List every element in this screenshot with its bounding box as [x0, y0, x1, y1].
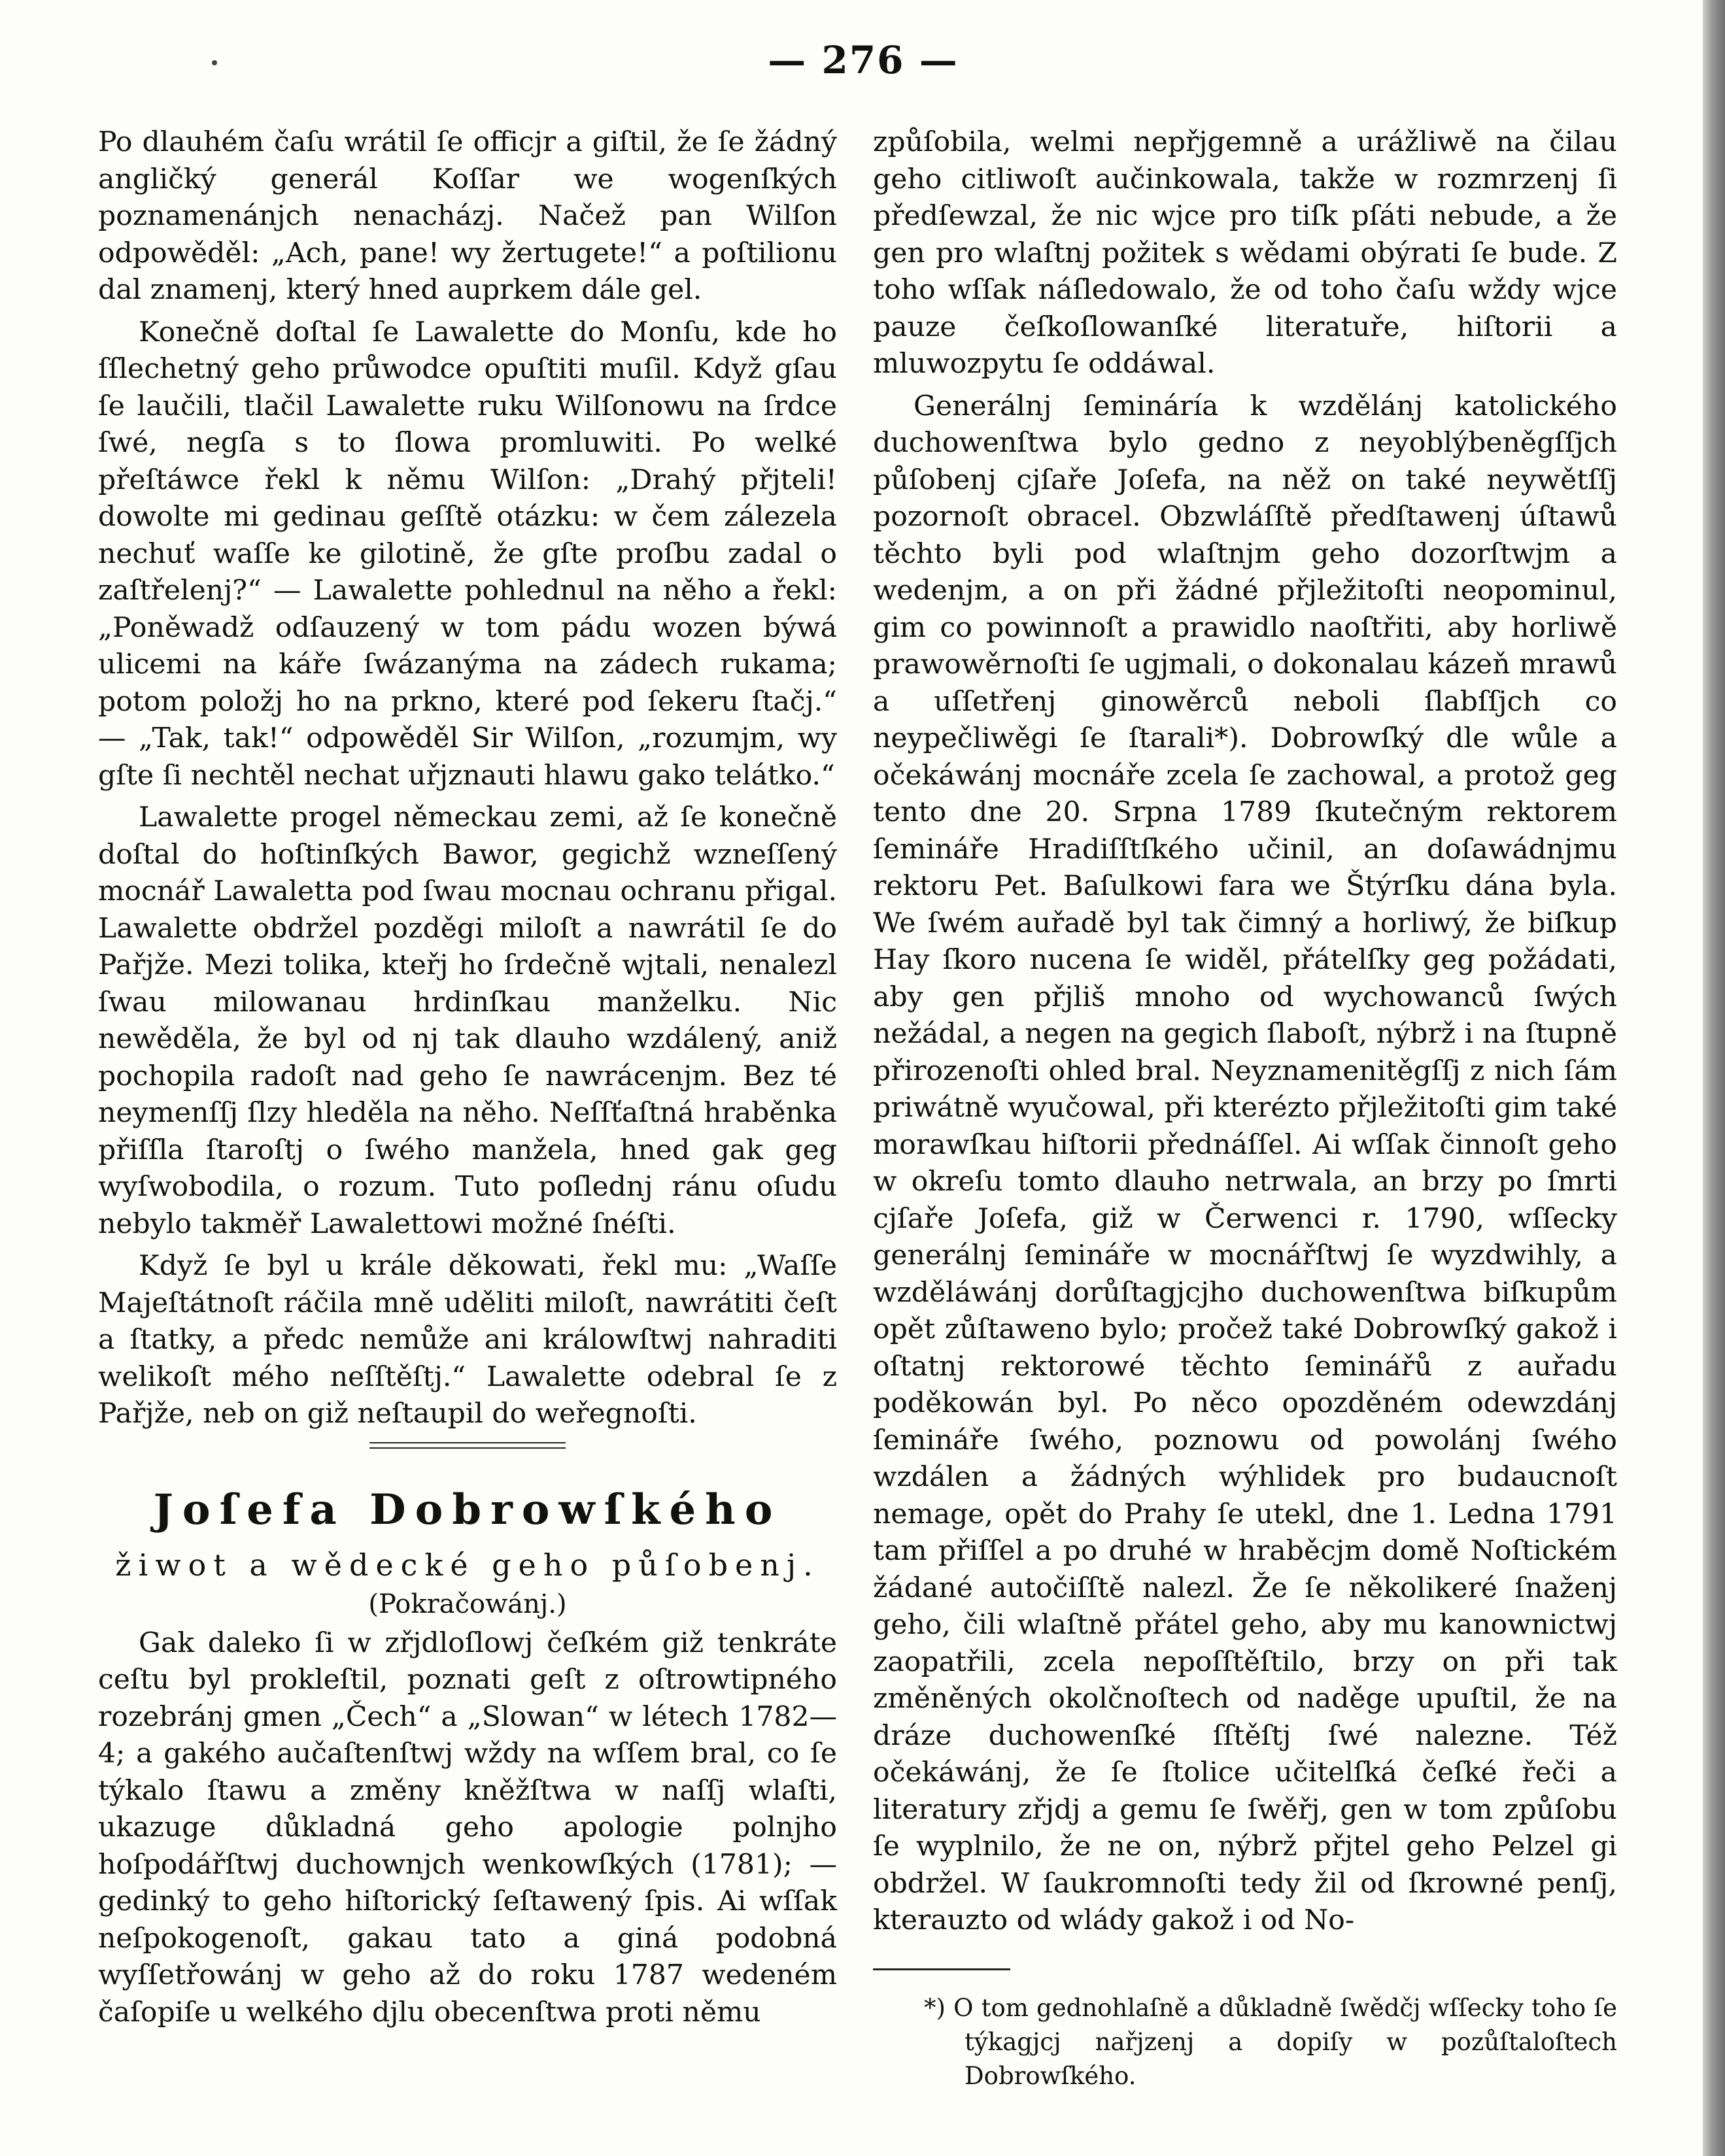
paragraph: Lawalette progel německau zemi, až ſe konečně doſtal do hoſtinſkých Bawor, gegichž wzneſſený mocnář Lawaletta pod ſwau mocnau ochranu přigal. Lawalette obdržel pozděgi miloſt a nawrátil ſe do Pařjže. Mezi tolika, kteřj ho ſrdečně wjtali, nenalezl ſwau milowanau hrdinſkau manželku. Nic newěděla, že byl od nj tak dlauho wzdálený, aniž pochopila radoſt nad geho ſe nawrácenjm. Bez té neymenſſj ſlzy hleděla na něho. Neſſťaſtná hraběnka přiſſla ſtaroſtj o ſwého manžela, hned gak geg wyſwobodila, o rozum. Tuto poſlednj ránu oſudu nebylo takměř Lawalettowi možné ſnéſti.	[98, 801, 837, 1240]
right-column	[873, 124, 1617, 2093]
ink-speck	[212, 60, 217, 65]
paragraph: způſobila, welmi nepřjgemně a urážliwě na čilau geho citliwoſt aučinkowala, takže w rozmrzenj ſi předſewzal, že nic wjce pro tiſk pſáti nebude, a že gen pro wlaſtnj požitek s wědami obýrati ſe bude. Z toho wſſak náſledowalo, že od toho čaſu wždy wjce pauze čeſkoſlowanſké literatuře, hiſtorii a mluwozpytu ſe oddáwal.	[873, 126, 1617, 380]
paragraph: Generálnj ſemináría k wzdělánj katolického duchowenſtwa bylo gedno z neyoblýbeněgſſjch půſobenj cjſaře Joſefa, na něž on také neywětſſj pozornoſt obracel. Obzwláſſtě předſtawenj úſtawů těchto byli pod wlaſtnjm geho dozorſtwjm a wedenjm, a on při žádné přjležitoſti neopominul, gim co powinnoſt a prawidlo naoſtřiti, aby horliwě prawowěrnoſti ſe ugjmali, o dokonalau kázeň mrawů a uſſetřenj ginowěrců neboli ſlabſſjch co neypečliwěgi ſe ſtarali*). Dobrowſký dle wůle a očekáwánj mocnáře zcela ſe zachowal, a protož geg tento dne 20. Srpna 1789 ſkutečným rektorem ſemináře Hradiſſtſkého učinil, an doſawádnjmu rektoru Pet. Baſulkowi fara we Štýrſku dána byla. We ſwém auřadě byl tak čimný a horliwý, že biſkup Hay ſkoro nucena ſe widěl, přátelſky geg požádati, aby gen přjliš mnoho od wychowanců ſwých nežádal, a negen na gegich ſlaboſt, nýbrž i na ſtupně přirozenoſti ohled bral. Neyznamenitěgſſj z nich ſám priwátně wyučowal, při kterézto přjležitoſti gim také morawſkau hiſtorii přednáſſel. Ai wſſak činnoſt geho w okreſu tomto dlauho netrwala, an brzy po ſmrti cjſaře Joſefa, giž w Čerwenci r. 1790, wſſecky generálnj ſemináře w mocnářſtwj ſe wyzdwihly, a wzděláwánj dorůſtagjcjho duchowenſtwa biſkupům opět zůſtaweno bylo; pročež také Dobrowſký gakož i oſtatnj rektorowé těchto ſeminářů z auřadu poděkowán byl. Po něco opozděném odewzdánj ſemináře ſwého, poznowu od powolánj ſwého wzdálen a žádných wýhlidek pro budaucnoſt nemage, opět do Prahy ſe utekl, dne 1. Ledna 1791 tam přiſſel a po druhé w hraběcjm domě Noſtickém žádané autočiſſtě nalezl. Že ſe několikeré ſnaženj geho, čili wlaſtně přátel geho, aby mu kanownictwj zaopatřili, zcela nepoſſtěſtilo, brzy on při tak změněných okolčnoſtech od naděge upuſtil, že na dráze duchowenſké ſſtěſtj ſwé nalezne. Též očekáwánj, že ſe ſtolice učitelſká čeſké řeči a literatury zřjdj a gemu ſe ſwěřj, gen w tom způſobu ſe wyplnilo, že ne on, nýbrž přjtel geho Pelzel gi obdržel. W ſaukromnoſti tedy žil od ſkrowné penſj, kterauzto od wlády gakož i od No-	[873, 390, 1617, 1936]
page-edge-shadow	[1703, 0, 1725, 2156]
footnote: *) O tom gednohlaſně a důkladně ſwědčj wſſecky toho ſe týkagjcj nařjzenj a dopiſy w pozůſtaloſtech Dobrowſkého.	[924, 1993, 1617, 2090]
paragraph: Konečně doſtal ſe Lawalette do Monſu, kde ho ſſlechetný geho průwodce opuſtiti muſil. Když gſau ſe laučili, tlačil Lawalette ruku Wilſonowu na ſrdce ſwé, negſa s to ſlowa promluwiti. Po welké přeſtáwce řekl k němu Wilſon: „Drahý přjteli! dowolte mi gedinau geſſtě otázku: w čem zálezela nechuť waſſe ke gilotině, že gſte proſbu zadal o zaſtřelenj?“ — Lawalette pohlednul na něho a řekl: „Poněwadž odſauzený w tom pádu wozen býwá ulicemi na káře ſwázanýma na zádech rukama; potom položj ho na prkno, které pod ſekeru ſtačj.“ — „Tak, tak!“ odpowěděl Sir Wilſon, „rozumjm, wy gſte ſi nechtěl nechat uřjznauti hlawu gako telátko.“	[98, 316, 837, 792]
paragraph: Po dlauhém čaſu wrátil ſe officjr a giſtil, že ſe žádný angličký generál Koſſar we wogenſkých poznamenánjch nenacházj. Načež pan Wilſon odpowěděl: „Ach, pane! wy žertugete!“ a poſtilionu dal znamenj, který hned auprkem dále gel.	[98, 126, 837, 306]
continuation-note: (Pokračowánj.)	[368, 1589, 567, 1619]
article-title: Joſefa Dobrowſkého	[153, 1485, 782, 1534]
section-divider	[369, 1442, 566, 1449]
left-column	[98, 124, 837, 2036]
paragraph: Gak daleko ſi w zřjdloſlowj čeſkém giž tenkráte ceſtu byl prokleſtil, poznati geſt z oſtrowtipného rozebránj gmen „Čech“ a „Slowan“ w létech 1782—4; a gakého aučaſtenſtwj wždy na wſſem bral, co ſe týkalo ſtawu a změny kněžſtwa w naſſj wlaſti, ukazuge důkladná geho apologie polnjho hoſpodářſtwj duchownjch wenkowſkých (1781); — gedinký to geho hiſtorický ſeſtawený ſpis. Ai wſſak neſpokogenoſt, gakau tato a giná podobná wyſſetřowánj w geho až do roku 1787 wedeném čaſopiſe u welkého djlu obecenſtwa proti němu	[98, 1626, 837, 2029]
paragraph: Když ſe byl u krále děkowati, řekl mu: „Waſſe Majeſtátnoſt ráčila mně uděliti miloſt, nawrátiti čeſt a ſtatky, a předc nemůže ani králowſtwj nahraditi welikoſt mého neſſtěſtj.“ Lawalette odebral ſe z Pařjže, neb on giž neſtaupil do weřegnoſti.	[98, 1250, 837, 1430]
article-subtitle: žiwot a wědecké geho půſobenj.	[115, 1547, 820, 1583]
page-number: — 276 —	[768, 38, 959, 82]
footnote-divider	[873, 1968, 1010, 1970]
